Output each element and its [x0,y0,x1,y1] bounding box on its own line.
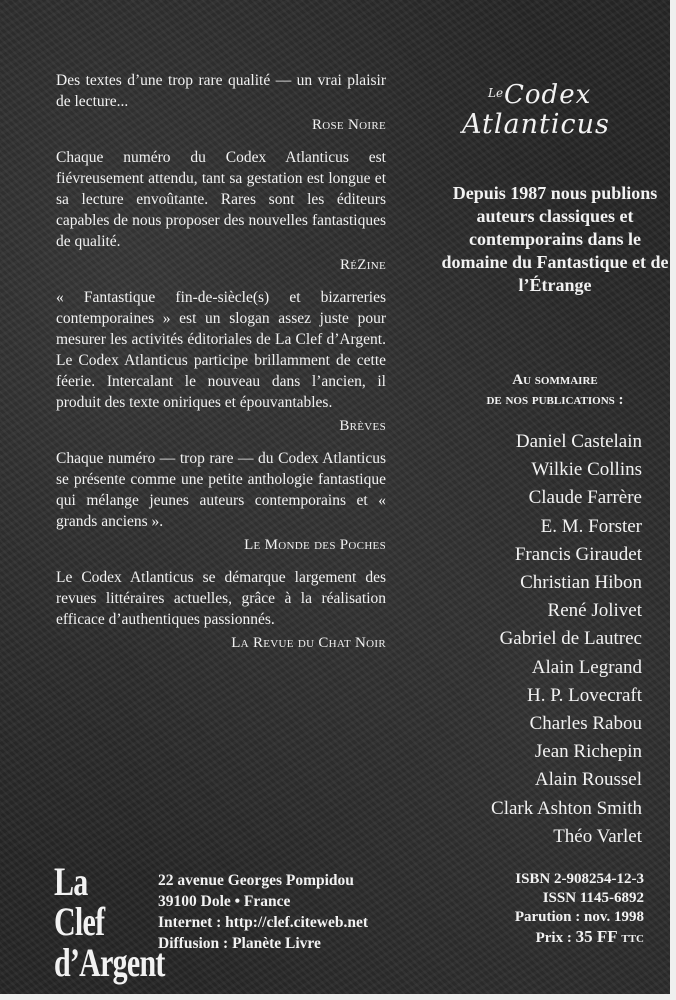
review-source: Brèves [339,418,386,434]
review-source: Le Monde des Poches [244,537,386,553]
author-item: Alain Roussel [534,769,642,791]
price-suffix: TTC [621,933,644,945]
review-source: Rose Noire [311,117,386,133]
author-item: Jean Richepin [534,741,642,763]
review-text: Des textes d’une trop rare qualité — un vrai plaisir de lecture... [56,72,386,110]
author-item: Christian Hibon [520,572,642,594]
codex-atlanticus-logo [462,80,662,140]
authors-list [491,428,642,851]
address-line: 22 avenue Georges Pompidou [158,872,354,889]
intro-text: Depuis 1987 nous publions auteurs classiques et contemporains dans le domaine du Fantastique et de l’Étrange [441,183,669,295]
author-item: Francis Giraudet [514,543,642,565]
author-item: Charles Rabou [529,713,642,735]
isbn: ISBN 2-908254-12-3 [515,871,644,887]
address-distribution: Diffusion : Planète Livre [158,935,321,952]
review-text: Chaque numéro du Codex Atlanticus est fiévreusement attendu, tant sa gestation est longue et sa lecture envoûtante. Rares sont les éditeurs capables de nous proposer des nouvelles fantastiques de qualité. [56,149,386,250]
price-value: 35 FF [575,927,618,946]
review-source: RéZine [339,257,386,273]
review [56,70,386,136]
review [56,147,386,276]
summary-heading [440,370,670,410]
address-website: Internet : http://clef.citeweb.net [158,914,369,931]
price-label: Prix : [535,930,572,946]
author-item: Wilkie Collins [531,459,642,481]
review-text: Le Codex Atlanticus se démarque largement des revues littéraires actuelles, grâce à la réalisation efficace d’authentiques passionnés. [56,569,386,628]
review-text: Chaque numéro — trop rare — du Codex Atlanticus se présente comme une petite anthologie fantastique qui mélange jeunes auteurs contemporains et « grands anciens ». [56,450,386,530]
author-item: Gabriel de Lautrec [499,628,642,650]
summary-heading-line-2: de nos publications : [486,392,624,408]
review-text: « Fantastique fin-de-siècle(s) et bizarreries contemporaines » est un slogan assez juste pour mesurer les activités éditoriales de La Clef d’Argent. Le Codex Atlanticus participe brillamment de cette féerie. Intercalant le nouveau dans l’ancien, il produit des texte oniriques et épouvantables. [56,289,386,411]
author-item: E. M. Forster [540,515,642,537]
author-item: René Jolivet [547,600,642,622]
author-item: H. P. Lovecraft [526,684,642,706]
review [56,287,386,437]
author-item: Alain Legrand [531,656,642,678]
book-info [515,870,644,949]
author-item: Théo Varlet [553,825,642,847]
summary-heading-line-1: Au sommaire [512,372,598,388]
publisher-logo [54,859,165,985]
logo-line-1: Codex [504,80,592,110]
review [56,448,386,556]
publisher-logo-line-2: d’Argent [54,940,165,985]
publisher-address [158,870,368,954]
address-line: 39100 Dole • France [158,893,291,910]
author-item: Daniel Castelain [515,431,642,452]
price [515,927,644,949]
review-source: La Revue du Chat Noir [231,635,386,651]
review [56,567,386,654]
logo-line-2: Atlanticus [462,109,610,140]
reviews-column [56,70,386,665]
publisher-logo-line-1: La Clef [54,859,105,944]
author-item: Claude Farrère [528,487,642,509]
logo-le: Le [488,86,504,100]
parution-date: Parution : nov. 1998 [514,909,644,925]
author-item: Clark Ashton Smith [491,797,642,819]
issn: ISSN 1145-6892 [542,890,644,906]
